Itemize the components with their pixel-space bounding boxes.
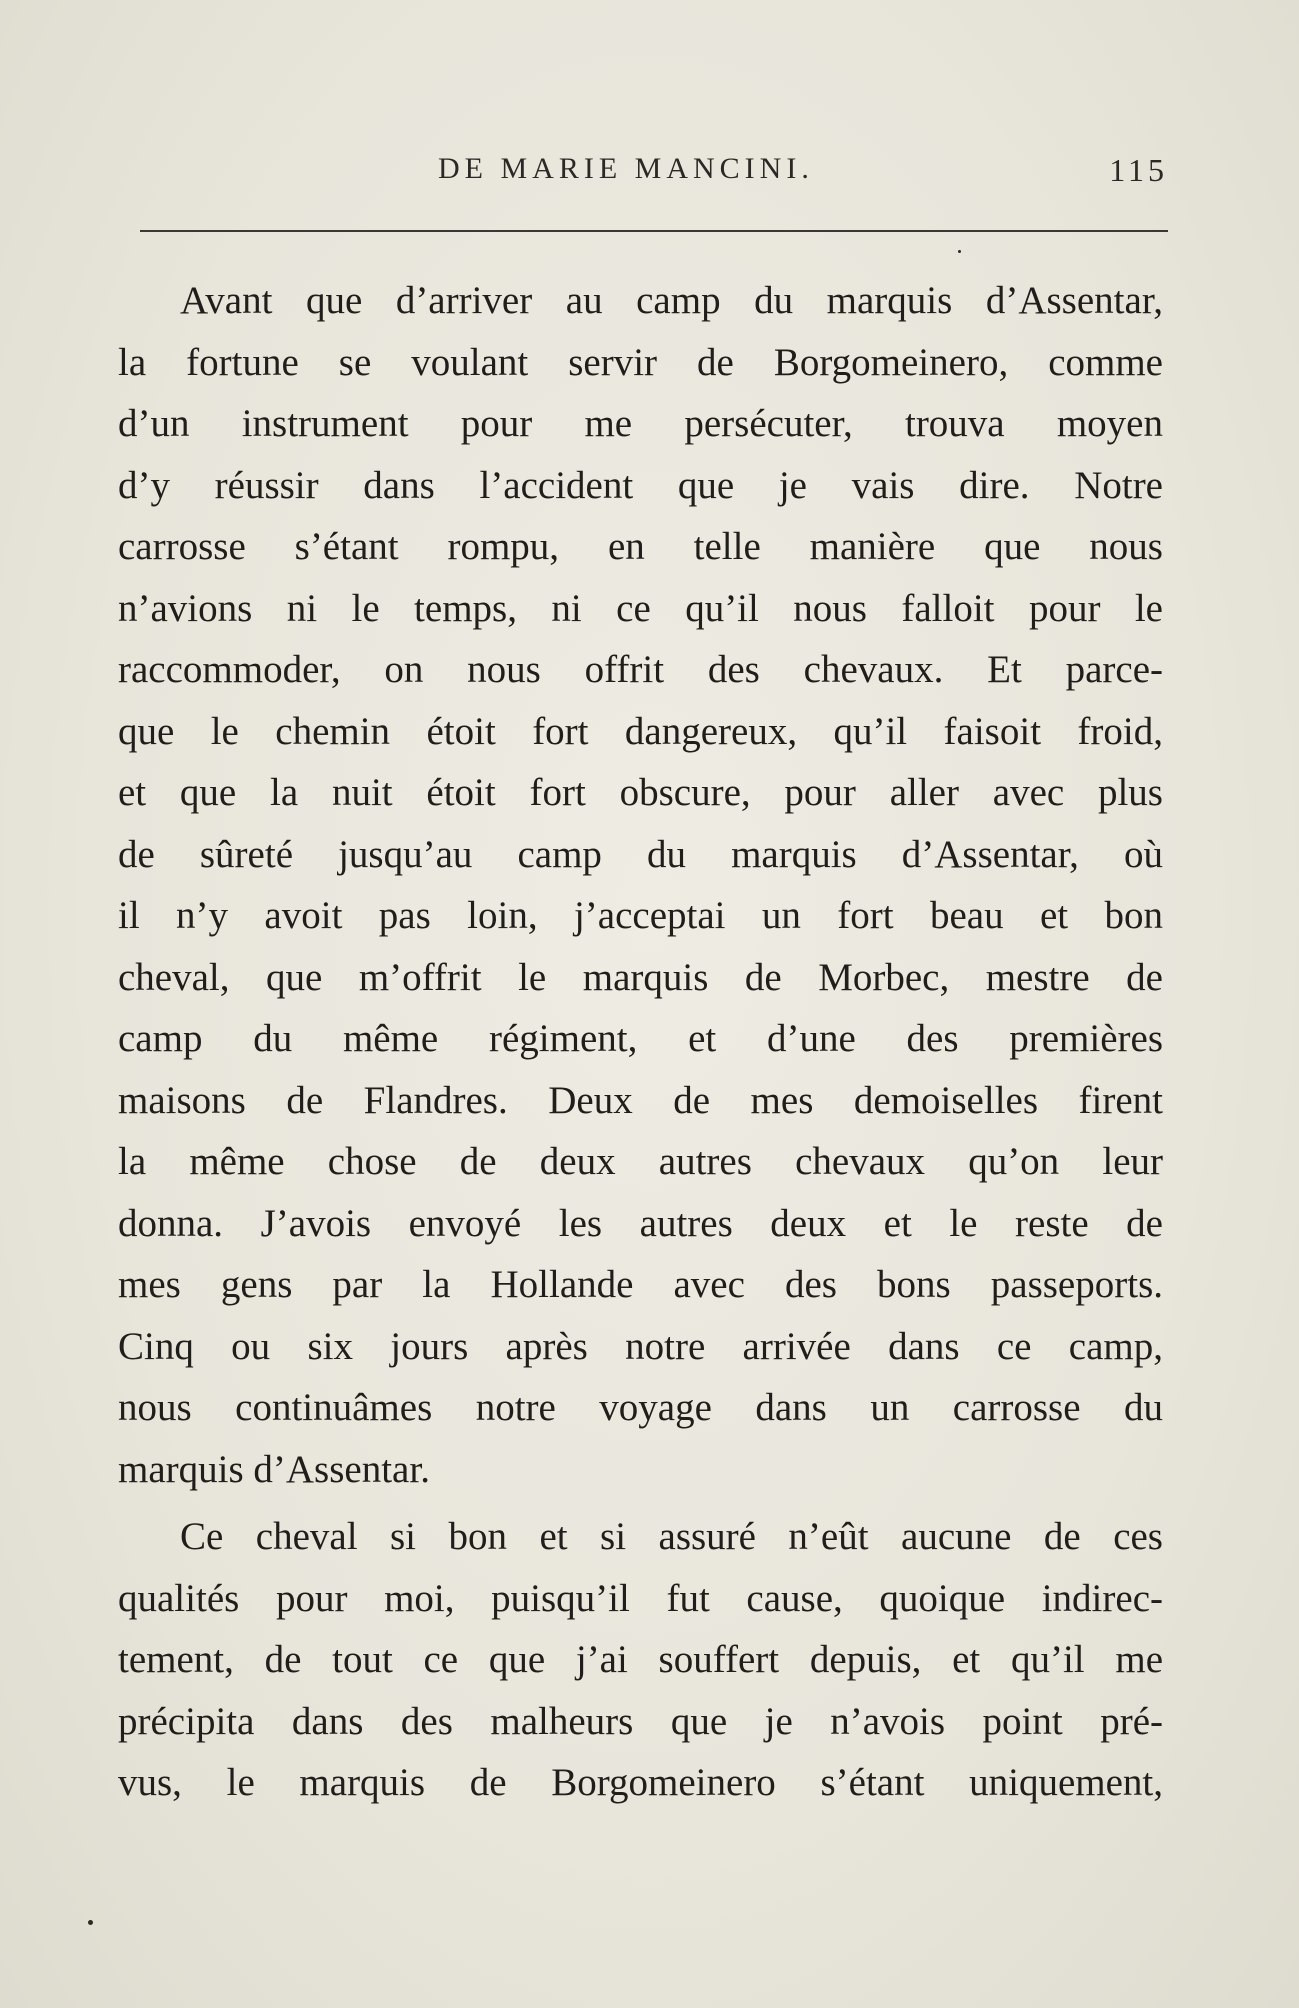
text-line: carrosse s’étant rompu, en telle manière que nous xyxy=(118,525,1163,568)
text-line: précipita dans des malheurs que je n’avois point pré- xyxy=(118,1699,1163,1743)
text-line: maisons de Flandres. Deux de mes demoiselles firent xyxy=(118,1078,1163,1122)
paper-speck xyxy=(88,1920,93,1925)
text-line: marquis d’Assentar. xyxy=(118,1447,430,1491)
text-line: la même chose de deux autres chevaux qu’on leur xyxy=(118,1140,1163,1183)
body-text xyxy=(118,270,1163,1814)
text-line: que le chemin étoit fort dangereux, qu’il faisoit froid, xyxy=(118,709,1163,753)
text-line: mes gens par la Hollande avec des bons passeports. xyxy=(118,1263,1163,1306)
text-line: de sûreté jusqu’au camp du marquis d’Assentar, où xyxy=(118,832,1163,876)
text-line: d’y réussir dans l’accident que je vais dire. Notre xyxy=(118,463,1163,507)
text-line: Ce cheval si bon et si assuré n’eût aucune de ces xyxy=(180,1515,1163,1558)
text-line: Avant que d’arriver au camp du marquis d’Assentar, xyxy=(180,279,1163,322)
text-line: nous continuâmes notre voyage dans un carrosse du xyxy=(118,1386,1163,1429)
paper-speck xyxy=(958,250,961,253)
text-line: camp du même régiment, et d’une des premières xyxy=(118,1017,1163,1060)
paragraph-2 xyxy=(118,1506,1163,1814)
text-line: la fortune se voulant servir de Borgomeinero, comme xyxy=(118,340,1163,384)
text-line: d’un instrument pour me persécuter, trouva moyen xyxy=(118,402,1163,445)
text-line: il n’y avoit pas loin, j’acceptai un fort beau et bon xyxy=(118,894,1163,937)
text-line: et que la nuit étoit fort obscure, pour aller avec plus xyxy=(118,771,1163,814)
text-line: Cinq ou six jours après notre arrivée dans ce camp, xyxy=(118,1324,1163,1368)
text-line: vus, le marquis de Borgomeinero s’étant uniquement, xyxy=(118,1761,1163,1804)
text-line: donna. J’avois envoyé les autres deux et le reste de xyxy=(118,1201,1163,1245)
running-title: DE MARIE MANCINI. xyxy=(438,152,814,185)
header-rule xyxy=(140,230,1168,232)
text-line: raccommoder, on nous offrit des chevaux. Et parce- xyxy=(118,648,1163,691)
paragraph-1 xyxy=(118,270,1163,1500)
text-line: cheval, que m’offrit le marquis de Morbec, mestre de xyxy=(118,955,1163,999)
text-line: n’avions ni le temps, ni ce qu’il nous falloit pour le xyxy=(118,586,1163,630)
page-number: 115 xyxy=(1109,152,1168,188)
running-head xyxy=(138,152,1168,196)
text-line: qualités pour moi, puisqu’il fut cause, quoique indirec- xyxy=(118,1576,1163,1620)
text-line: tement, de tout ce que j’ai souffert depuis, et qu’il me xyxy=(118,1638,1163,1681)
